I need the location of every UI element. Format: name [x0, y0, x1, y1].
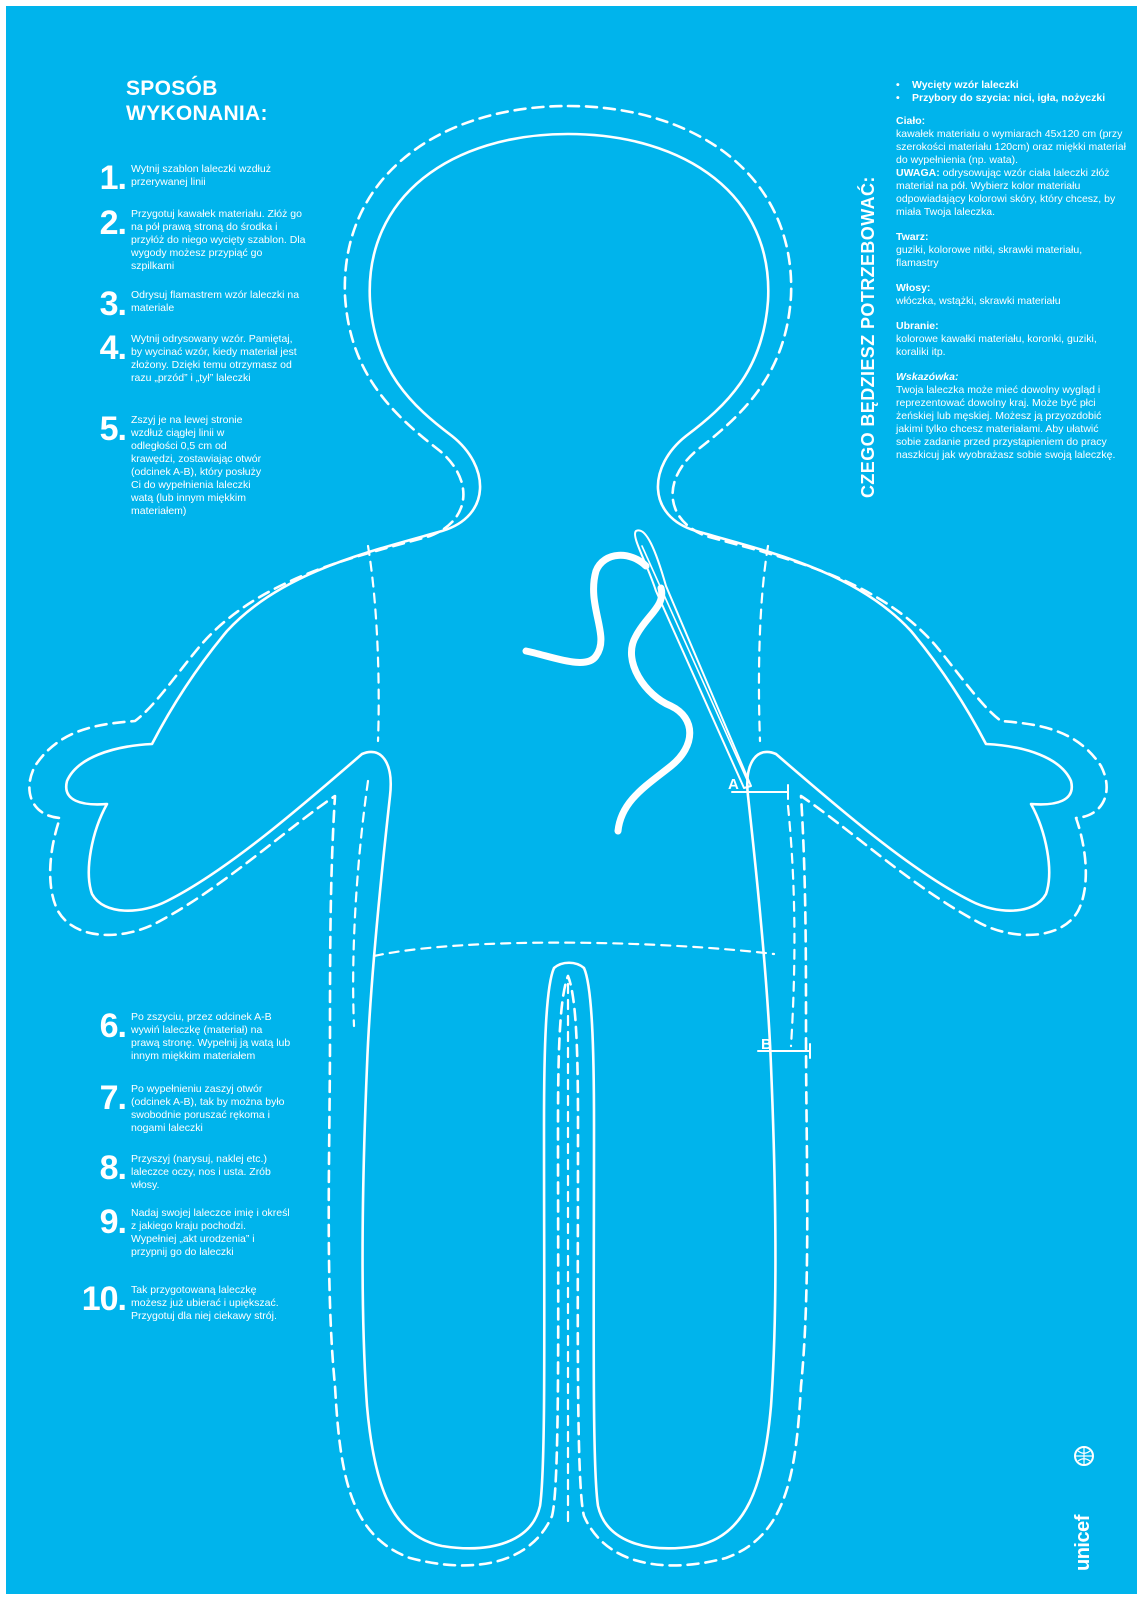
section-text: kawałek materiału o wymiarach 45x120 cm (przy szerokości materiału 120cm) oraz miękki materiał do wypełnienia (np. wata).	[896, 128, 1126, 166]
how-to-title: SPOSÓB WYKONANIA:	[126, 77, 268, 125]
step-number: 2.	[99, 204, 126, 242]
bullet-item: • Przybory do szycia: nici, igła, nożyczki	[896, 92, 1126, 105]
step-text: Przyszyj (narysuj, naklej etc.) laleczce oczy, nos i usta. Zrób włosy.	[131, 1153, 271, 1191]
globe-icon	[1073, 1445, 1095, 1467]
step-text: Zszyj je na lewej stronie wzdłuż ciągłej linii w odległości 0,5 cm od krawędzi, zostawiając otwór (odcinek A-B), który posłuży Ci do wypełnienia laleczki watą (lub innym miękkim materiałem)	[131, 414, 262, 517]
section-text: guziki, kolorowe nitki, skrawki materiału, flamastry	[896, 244, 1083, 269]
section-heading: Włosy:	[896, 282, 931, 294]
needs-title: CZEGO BĘDZIESZ POTRZEBOWAĆ:	[858, 176, 878, 498]
step-text: Wytnij odrysowany wzór. Pamiętaj, by wycinać wzór, kiedy materiał jest złożony. Dzięki temu otrzymasz od razu „przód” i „tył” laleczki	[131, 333, 297, 384]
step-number: 4.	[99, 329, 126, 367]
torso-guide-right	[759, 546, 768, 741]
note-text: odrysowując wzór ciała laleczki złóż materiał na pół. Wybierz kolor materiału odpowiadający kolorowi skóry, który chcesz, by miała Twoja laleczka.	[896, 167, 1116, 218]
step-text: Przygotuj kawałek materiału. Złóż go na pół prawą stroną do środka i przyłóż do niego wycięty szablon. Dla wygody możesz przypiąć go szpilkami	[131, 208, 306, 272]
step-text: Nadaj swojej laleczce imię i określ z jakiego kraju pochodzi. Wypełniej „akt urodzenia” i przypnij go do laleczki	[131, 1207, 290, 1258]
section-heading: Twarz:	[896, 231, 929, 243]
needs-clothes-section	[896, 320, 1126, 359]
step-number: 9.	[99, 1203, 126, 1241]
needs-body-section	[896, 115, 1126, 219]
step-text: Po zszyciu, przez odcinek A-B wywiń laleczkę (materiał) na prawą stronę. Wypełnij ją watą lub innym miękkim materiałem	[131, 1011, 291, 1062]
step-text: Po wypełnieniu zaszyj otwór (odcinek A-B), tak by można było swobodnie poruszać rękoma i nogami laleczki	[131, 1083, 285, 1134]
step-text: Wytnij szablon laleczki wzdłuż przerywanej linii	[131, 163, 271, 188]
step-number: 5.	[99, 410, 126, 448]
marker-a: A	[728, 776, 739, 793]
unicef-wordmark: unicef	[1072, 1515, 1094, 1571]
torso-guide-left	[368, 546, 379, 741]
needs-face-section	[896, 231, 1126, 270]
needs-list	[896, 79, 1126, 474]
poster-sheet	[6, 6, 1137, 1594]
section-heading: Wskazówka:	[896, 371, 959, 383]
section-text: kolorowe kawałki materiału, koronki, guziki, koraliki itp.	[896, 333, 1097, 358]
needs-bullets	[896, 79, 1126, 105]
section-heading: Ubranie:	[896, 320, 939, 332]
marker-a-line	[732, 785, 788, 799]
arm-guide-left	[353, 781, 368, 1026]
needs-tip-section	[896, 371, 1126, 462]
bullet-item: • Wycięty wzór laleczki	[896, 79, 1126, 92]
section-text: włóczka, wstążki, skrawki materiału	[896, 295, 1061, 307]
step-number: 8.	[99, 1149, 126, 1187]
step-number: 6.	[99, 1007, 126, 1045]
unicef-logo	[1072, 1471, 1094, 1571]
step-number: 7.	[99, 1079, 126, 1117]
step-number: 1.	[99, 159, 126, 197]
step-number: 10.	[81, 1280, 126, 1318]
step-text: Odrysuj flamastrem wzór laleczki na materiale	[131, 289, 300, 314]
step-text: Tak przygotowaną laleczkę możesz już ubierać i upiększać. Przygotuj dla niej ciekawy strój.	[131, 1284, 279, 1322]
marker-b: B	[761, 1036, 772, 1053]
arm-guide-right	[788, 806, 794, 1046]
section-text: Twoja laleczka może mieć dowolny wygląd i reprezentować dowolny kraj. Może być płci żeńskiej lub męskiej. Możesz ją przyozdobić jakimi tylko chcesz materiałami. Aby ułatwić sobie zadanie przed przystąpieniem do pracy naszkicuj jak wyobrażasz sobie swoją laleczkę.	[896, 384, 1116, 461]
section-heading: Ciało:	[896, 115, 926, 127]
step-number: 3.	[99, 285, 126, 323]
note-label: UWAGA:	[896, 167, 940, 179]
needle-eye	[642, 546, 748, 782]
needs-hair-section	[896, 282, 1126, 308]
waist-guide	[374, 943, 774, 956]
